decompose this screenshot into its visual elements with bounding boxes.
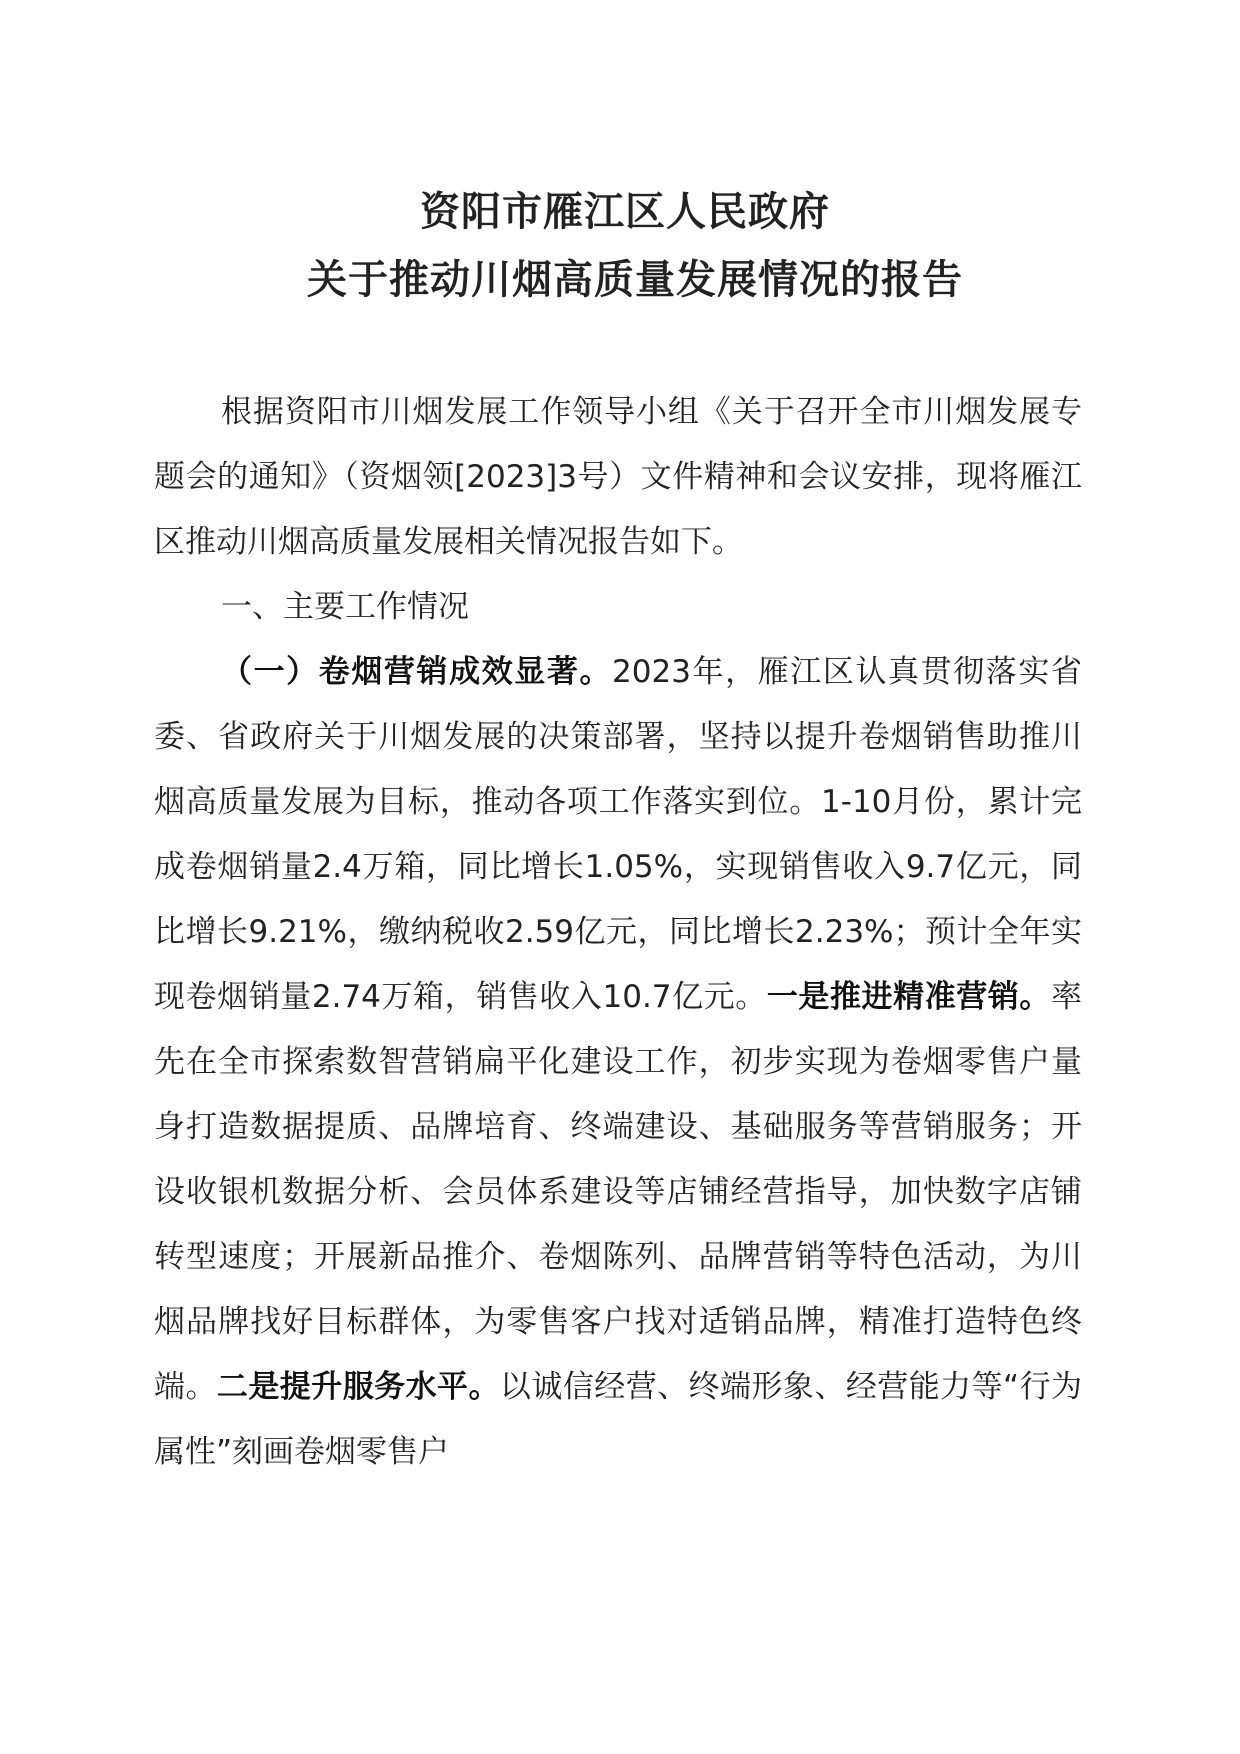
- document-title: [0, 178, 1240, 314]
- section-heading-main-work: 一、主要工作情况: [221, 589, 469, 625]
- section-1-1-text-b: 率先在全市探索数智营销扁平化建设工作，初步实现为卷烟零售户量身打造数据提质、品牌培育、终端建设、基础服务等营销服务；开设收银机数据分析、会员体系建设等店铺经营指导，加快数字店铺转型速度；开展新品推介、卷烟陈列、品牌营销等特色活动，为川烟品牌找好目标群体，为零售客户找对适销品牌，精准打造特色终端。: [154, 979, 1083, 1405]
- point-one-bold-lead: 一是推进精准营销。: [766, 979, 1052, 1015]
- title-line-2: 关于推动川烟高质量发展情况的报告: [307, 256, 963, 303]
- section-1-1-text-a: 2023年，雁江区认真贯彻落实省委、省政府关于川烟发展的决策部署，坚持以提升卷烟销售助推川烟高质量发展为目标，推动各项工作落实到位。1-10月份，累计完成卷烟销量2.4万箱，同比增长1.05%，实现销售收入9.7亿元，同比增长9.21%，缴纳税收2.59亿元，同比增长2.23%；预计全年实现卷烟销量2.74万箱，销售收入10.7亿元。: [154, 654, 1082, 1015]
- section-1-1-paragraph: [154, 640, 1082, 1485]
- title-line-1: 资阳市雁江区人民政府: [420, 188, 830, 235]
- document-body: [154, 380, 1082, 1485]
- intro-paragraph: 根据资阳市川烟发展工作领导小组《关于召开全市川烟发展专题会的通知》（资烟领[2023]3号）文件精神和会议安排，现将雁江区推动川烟高质量发展相关情况报告如下。: [154, 394, 1082, 560]
- section-1-1-bold-lead: （一）卷烟营销成效显著。: [221, 654, 613, 690]
- section-1-1-text-c: 以诚信经营、终端形象、经营能力等“行为属性”刻画卷烟零售户: [154, 1369, 1083, 1470]
- point-two-bold-lead: 二是提升服务水平。: [216, 1369, 500, 1405]
